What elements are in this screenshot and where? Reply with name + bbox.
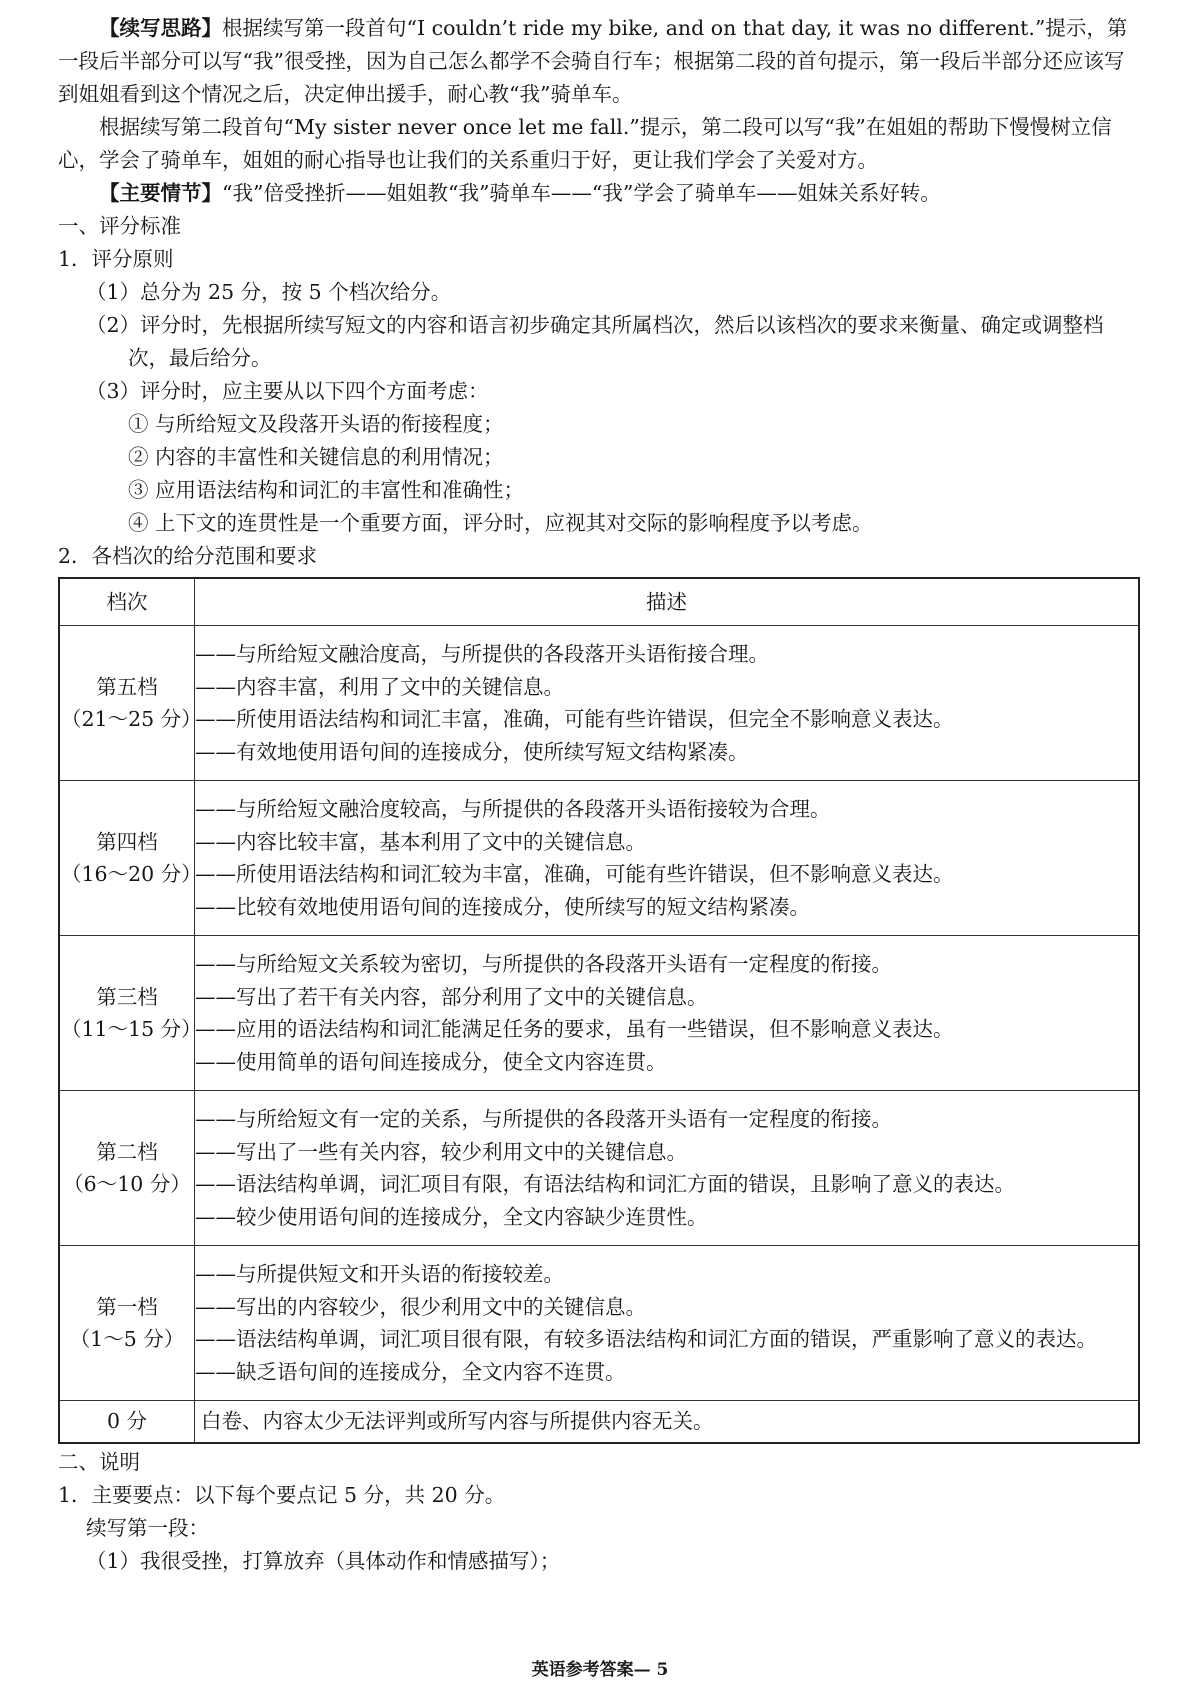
description-line: ——与所给短文关系较为密切，与所提供的各段落开头语有一定程度的衔接。 [195, 952, 892, 976]
description-cell [195, 1091, 1140, 1246]
writing-approach-label: 【续写思路】 [99, 16, 222, 40]
description-line: ——语法结构单调，词汇项目很有限，有较多语法结构和词汇方面的错误，严重影响了意义的表达。 [195, 1327, 1097, 1351]
description-line: ——较少使用语句间的连接成分，全文内容缺少连贯性。 [195, 1204, 708, 1229]
table-row [59, 936, 1139, 1091]
paragraph-one-label: 续写第一段： [86, 1515, 209, 1540]
level-score: （1～5 分） [69, 1327, 185, 1351]
table-row [59, 626, 1139, 781]
level-name: 第三档 [96, 985, 158, 1009]
section-title-scoring-criteria: 一、评分标准 [58, 214, 181, 238]
zero-description-cell: 白卷、内容太少无法评判或所写内容与所提供内容无关。 [195, 1401, 1140, 1443]
level-cell [59, 1091, 195, 1246]
level-name: 第四档 [96, 830, 158, 854]
header-level: 档次 [59, 578, 195, 626]
description-line: ——与所给短文融洽度高，与所提供的各段落开头语衔接合理。 [195, 642, 769, 666]
zero-level-cell: 0 分 [59, 1401, 195, 1443]
main-plot-text: “我”倍受挫折——姐姐教“我”骑单车——“我”学会了骑单车——姐妹关系好转。 [222, 181, 941, 205]
description-line: ——写出的内容较少，很少利用文中的关键信息。 [195, 1294, 646, 1319]
description-line: ——比较有效地使用语句间的连接成分，使所续写的短文结构紧凑。 [195, 894, 810, 919]
level-score: （16～20 分） [61, 862, 202, 886]
description-cell [195, 781, 1140, 936]
description-line: ——缺乏语句间的连接成分，全文内容不连贯。 [195, 1359, 626, 1384]
level-cell [59, 1246, 195, 1401]
level-cell [59, 936, 202, 1091]
level-cell [59, 626, 202, 781]
scoring-principle-title: 1．评分原则 [58, 247, 174, 271]
writing-approach-paragraph [58, 12, 1140, 111]
aspect-item-3: ③ 应用语法结构和词汇的丰富性和准确性； [128, 478, 525, 502]
level-name: 第二档 [96, 1140, 158, 1164]
second-paragraph-hint: 根据续写第二段首句“My sister never once let me fall.”提示，第二段可以写“我”在姐姐的帮助下慢慢树立信心，学会了骑单车，姐姐的耐心指导也让我们的关系重归于好，更让我们学会了关爱对方。 [58, 115, 1112, 172]
description-line: ——使用简单的语句间连接成分，使全文内容连贯。 [195, 1049, 667, 1074]
main-plot-paragraph [58, 177, 1140, 210]
description-line: ——有效地使用语句间的连接成分，使所续写短文结构紧凑。 [195, 739, 749, 764]
section-title-notes: 二、说明 [58, 1449, 140, 1474]
level-score: （6～10 分） [63, 1172, 191, 1196]
description-cell [195, 626, 1140, 781]
main-points-line: 1．主要要点：以下每个要点记 5 分，共 20 分。 [58, 1482, 506, 1507]
description-line: ——内容比较丰富，基本利用了文中的关键信息。 [195, 829, 646, 854]
aspect-item-2: ② 内容的丰富性和关键信息的利用情况； [128, 445, 504, 469]
main-plot-label: 【主要情节】 [99, 181, 222, 205]
description-line: ——应用的语法结构和词汇能满足任务的要求，虽有一些错误，但不影响意义表达。 [195, 1017, 954, 1041]
level-score: （11～15 分） [61, 1017, 202, 1041]
description-cell [195, 936, 1140, 1091]
description-line: ——所使用语法结构和词汇丰富，准确，可能有些许错误，但完全不影响意义表达。 [195, 707, 954, 731]
table-row-zero [59, 1401, 1139, 1443]
description-line: ——所使用语法结构和词汇较为丰富，准确，可能有些许错误，但不影响意义表达。 [195, 862, 954, 886]
level-name: 第五档 [96, 675, 158, 699]
table-row [59, 1246, 1139, 1401]
description-line: ——与所给短文融洽度较高，与所提供的各段落开头语衔接较为合理。 [195, 797, 831, 821]
principle-item-1: （1）总分为 25 分，按 5 个档次给分。 [86, 280, 452, 304]
header-description: 描述 [195, 578, 1140, 626]
grading-table [58, 577, 1140, 1444]
aspect-item-4: ④ 上下文的连贯性是一个重要方面，评分时，应视其对交际的影响程度予以考虑。 [128, 511, 873, 535]
level-score: （21～25 分） [61, 707, 202, 731]
description-line: ——内容丰富，利用了文中的关键信息。 [195, 674, 564, 699]
table-row [59, 1091, 1139, 1246]
page-footer: 英语参考答案— 5 [531, 1660, 669, 1680]
description-line: ——与所提供短文和开头语的衔接较差。 [195, 1262, 564, 1286]
score-range-title: 2．各档次的给分范围和要求 [58, 544, 318, 568]
writing-approach-text: 根据续写第一段首句“I couldn’t ride my bike, and on that day, it was no different.”提示，第一段后半部分可以写“我”很受挫，因为自己怎么都学不会骑自行车；根据第二段的首句提示，第一段后半部分还应该写到姐姐看到这个情况之后，决定伸出援手，耐心教“我”骑单车。 [58, 16, 1128, 106]
description-line: ——写出了若干有关内容，部分利用了文中的关键信息。 [195, 984, 708, 1009]
description-line: ——写出了一些有关内容，较少利用文中的关键信息。 [195, 1139, 687, 1164]
description-line: ——语法结构单调，词汇项目有限，有语法结构和词汇方面的错误，且影响了意义的表达。 [195, 1172, 1015, 1196]
paragraph-one-item-1: （1）我很受挫，打算放弃（具体动作和情感描写）； [86, 1548, 561, 1573]
principle-item-3: （3）评分时，应主要从以下四个方面考虑： [86, 379, 489, 403]
principle-item-2: （2）评分时，先根据所续写短文的内容和语言初步确定其所属档次，然后以该档次的要求来衡量、确定或调整档次，最后给分。 [86, 313, 1104, 370]
description-line: ——与所给短文有一定的关系，与所提供的各段落开头语有一定程度的衔接。 [195, 1107, 892, 1131]
table-header-row [59, 578, 1139, 626]
level-cell [59, 781, 202, 936]
level-name: 第一档 [96, 1295, 158, 1319]
table-row [59, 781, 1139, 936]
aspect-item-1: ① 与所给短文及段落开头语的衔接程度； [128, 412, 504, 436]
description-cell [195, 1246, 1140, 1401]
